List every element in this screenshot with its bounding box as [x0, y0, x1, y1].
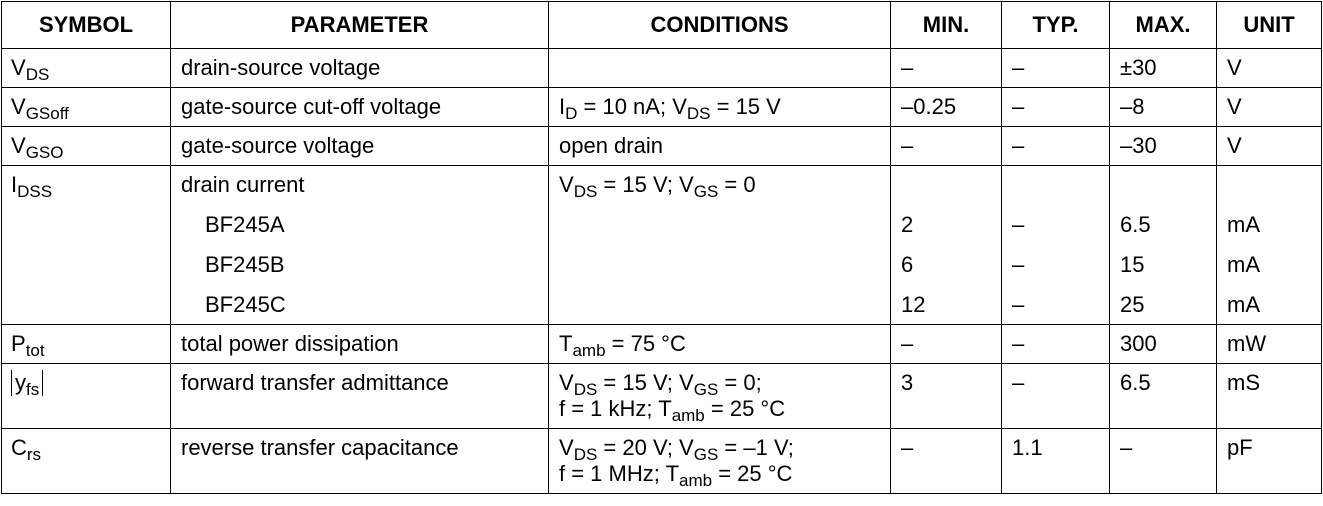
symbol-cell: [2, 364, 171, 429]
table-row: [2, 127, 1322, 166]
min-cell: –: [891, 429, 1002, 494]
min-cell: 3: [891, 364, 1002, 429]
col-header-min: MIN.: [891, 2, 1002, 49]
unit-cell: mW: [1217, 325, 1322, 364]
symbol-cell: $V_{GSoff}$: [2, 88, 171, 127]
header-row: [2, 2, 1322, 49]
typ-cell: –: [1002, 88, 1110, 127]
col-header-conditions: CONDITIONS: [549, 2, 891, 49]
symbol-cell: $C_{rs}$: [2, 429, 171, 494]
col-header-unit: UNIT: [1217, 2, 1322, 49]
max-cell: 300: [1110, 325, 1217, 364]
symbol-cell: $P_{tot}$: [2, 325, 171, 364]
table-row: [2, 364, 1322, 429]
variant-name: BF245A: [205, 212, 285, 237]
unit-cell: V: [1217, 127, 1322, 166]
max-cell: –: [1110, 429, 1217, 494]
unit-cell: V: [1217, 88, 1322, 127]
conditions-cell: $V_{DS} = 15$ V; $V_{GS} = 0$: [549, 166, 891, 325]
max-cell: 6.5 15 25: [1110, 166, 1217, 325]
typ-cell: –: [1002, 49, 1110, 88]
parameter-label: drain current: [181, 172, 305, 197]
typ-cell: 1.1: [1002, 429, 1110, 494]
parameter-cell: gate-source voltage: [171, 127, 549, 166]
typ-cell: – – –: [1002, 166, 1110, 325]
table-row: [2, 88, 1322, 127]
table-row: [2, 166, 1322, 325]
symbol-cell: $V_{GSO}$: [2, 127, 171, 166]
col-header-parameter: PARAMETER: [171, 2, 549, 49]
conditions-cell: $V_{DS} = 15$ V; $V_{GS} = 0$; f = 1 kHz; $T_{amb} = 25$ °C: [549, 364, 891, 429]
typ-cell: –: [1002, 325, 1110, 364]
symbol-cell: $I_{DSS}$: [2, 166, 171, 325]
parameter-cell: forward transfer admittance: [171, 364, 549, 429]
parameter-cell: reverse transfer capacitance: [171, 429, 549, 494]
symbol-cell: $V_{DS}$: [2, 49, 171, 88]
col-header-typ: TYP.: [1002, 2, 1110, 49]
min-cell: 2 6 12: [891, 166, 1002, 325]
table-row: [2, 325, 1322, 364]
max-cell: 6.5: [1110, 364, 1217, 429]
table-row: [2, 49, 1322, 88]
conditions-cell: open drain: [549, 127, 891, 166]
absolute-value-symbol: $y_{fs}$: [11, 370, 43, 396]
parameter-cell: drain-source voltage: [171, 49, 549, 88]
conditions-cell: $I_D = 10$ nA; $V_{DS} = 15$ V: [549, 88, 891, 127]
max-cell: ±30: [1110, 49, 1217, 88]
max-cell: –30: [1110, 127, 1217, 166]
min-cell: –: [891, 325, 1002, 364]
conditions-cell: $V_{DS} = 20$ V; $V_{GS} = -1$ V; f = 1 MHz; $T_{amb} = 25$ °C: [549, 429, 891, 494]
parameter-cell: total power dissipation: [171, 325, 549, 364]
col-header-max: MAX.: [1110, 2, 1217, 49]
unit-cell: mS: [1217, 364, 1322, 429]
min-cell: –: [891, 127, 1002, 166]
typ-cell: –: [1002, 364, 1110, 429]
min-cell: –: [891, 49, 1002, 88]
max-cell: –8: [1110, 88, 1217, 127]
variant-name: BF245B: [205, 252, 285, 277]
conditions-cell: $T_{amb} = 75$ °C: [549, 325, 891, 364]
unit-cell: mA mA mA: [1217, 166, 1322, 325]
variant-name: BF245C: [205, 292, 286, 317]
conditions-cell: [549, 49, 891, 88]
typ-cell: –: [1002, 127, 1110, 166]
unit-cell: pF: [1217, 429, 1322, 494]
limiting-values-table: [1, 1, 1322, 494]
min-cell: –0.25: [891, 88, 1002, 127]
parameter-cell: gate-source cut-off voltage: [171, 88, 549, 127]
unit-cell: V: [1217, 49, 1322, 88]
col-header-symbol: SYMBOL: [2, 2, 171, 49]
table-row: [2, 429, 1322, 494]
parameter-cell: [171, 166, 549, 325]
